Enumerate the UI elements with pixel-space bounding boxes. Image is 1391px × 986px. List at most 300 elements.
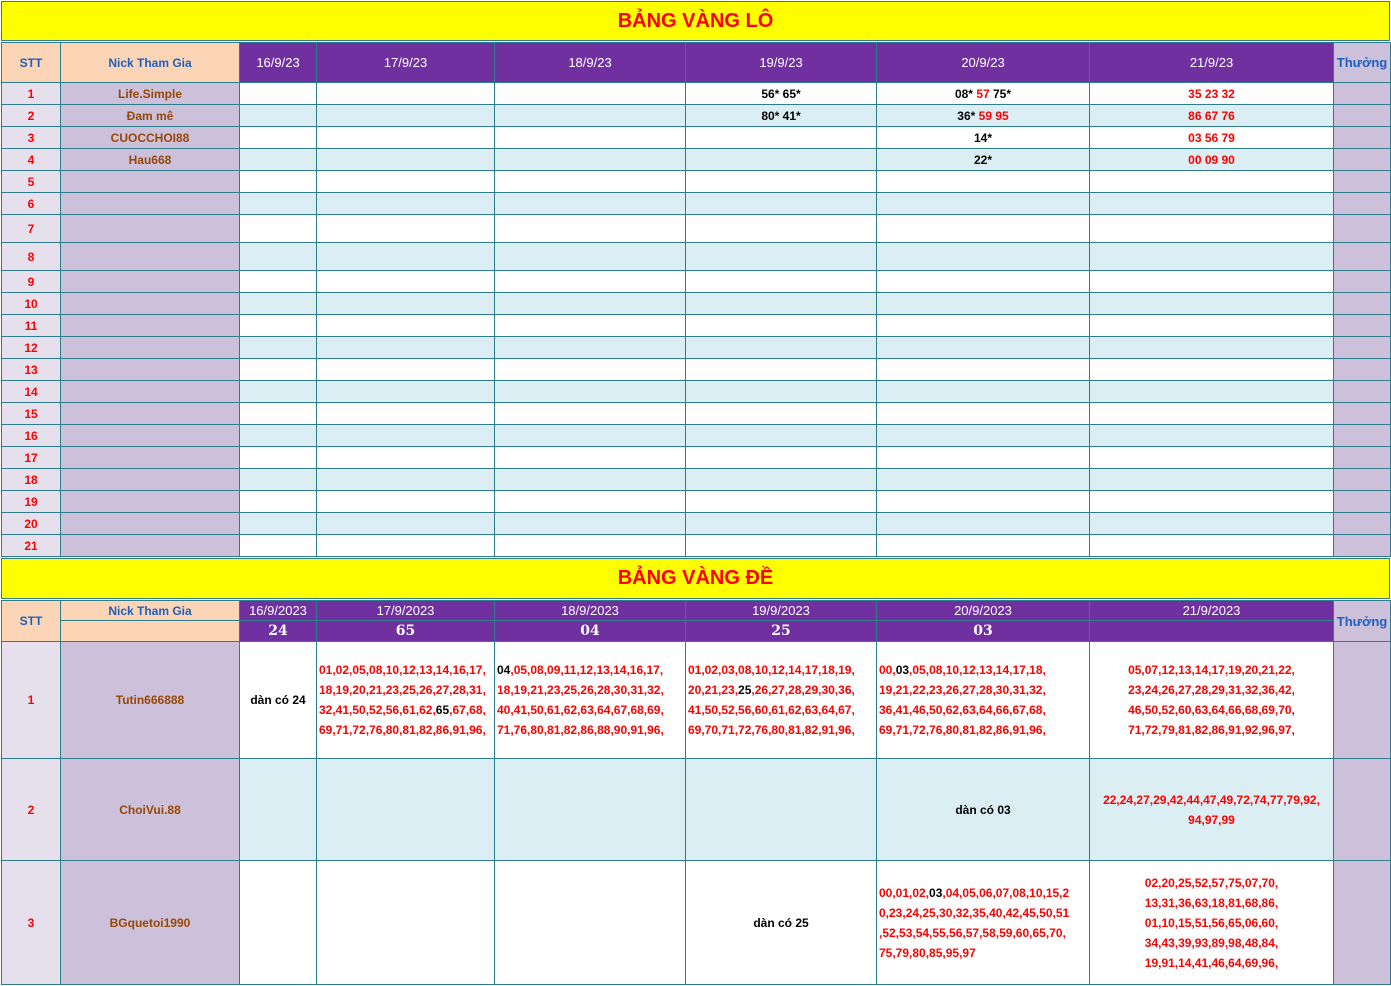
de-number-list <box>877 883 1089 963</box>
lo-date-cell[interactable] <box>877 127 1090 149</box>
lo-table-row <box>2 271 1391 293</box>
de-nick-cell[interactable]: ChoiVui.88 <box>61 759 240 861</box>
lo-thuong-cell[interactable] <box>1334 215 1391 243</box>
lo-date-cell[interactable] <box>1090 513 1334 535</box>
lo-date-cell[interactable] <box>317 149 495 171</box>
lo-thuong-cell[interactable] <box>1334 491 1391 513</box>
lo-date-cell[interactable] <box>1090 293 1334 315</box>
lo-thuong-cell[interactable] <box>1334 193 1391 215</box>
lo-date-cell[interactable] <box>1090 215 1334 243</box>
de-date-cell[interactable] <box>686 642 877 759</box>
de-date-cell[interactable] <box>240 759 317 861</box>
lo-nick-cell[interactable] <box>61 193 240 215</box>
lo-date-cell[interactable] <box>317 105 495 127</box>
lo-date-cell[interactable] <box>1090 193 1334 215</box>
de-label-text <box>686 913 876 933</box>
lo-thuong-cell[interactable] <box>1334 149 1391 171</box>
lo-date-cell[interactable] <box>877 381 1090 403</box>
lo-stt-cell[interactable]: 14 <box>2 381 61 403</box>
lo-date-cell[interactable] <box>317 193 495 215</box>
de-stt-cell[interactable]: 3 <box>2 861 61 985</box>
de-label-text <box>877 800 1089 820</box>
lo-date-cell[interactable] <box>240 215 317 243</box>
lo-number-group: 75* <box>993 86 1012 101</box>
de-date-cell[interactable] <box>317 759 495 861</box>
lo-thuong-cell[interactable] <box>1334 403 1391 425</box>
lo-date-cell[interactable] <box>877 535 1090 557</box>
de-number-list <box>1090 660 1333 740</box>
lo-date-cell[interactable] <box>686 127 877 149</box>
lo-date-cell[interactable] <box>240 149 317 171</box>
de-result-value: 04 <box>495 621 686 642</box>
lo-date-cell[interactable] <box>240 535 317 557</box>
lo-date-cell[interactable] <box>686 337 877 359</box>
de-date-cell[interactable] <box>686 759 877 861</box>
lo-date-cell[interactable] <box>240 315 317 337</box>
lo-date-cell[interactable] <box>1090 359 1334 381</box>
de-date-cell[interactable] <box>1090 759 1334 861</box>
lo-table-row <box>2 127 1391 149</box>
de-header-date: 17/9/2023 <box>317 601 495 621</box>
lo-date-cell[interactable] <box>877 359 1090 381</box>
lo-date-cell[interactable] <box>1090 127 1334 149</box>
lo-stt-cell[interactable]: 18 <box>2 469 61 491</box>
de-result-value: 24 <box>240 621 317 642</box>
lo-stt-cell[interactable]: 2 <box>2 105 61 127</box>
lo-table-row <box>2 403 1391 425</box>
lo-date-cell[interactable] <box>1090 491 1334 513</box>
lo-nick-cell[interactable] <box>61 513 240 535</box>
de-table-row <box>2 759 1391 861</box>
lo-date-cell[interactable] <box>317 243 495 271</box>
lo-date-cell[interactable] <box>495 513 686 535</box>
lo-stt-cell[interactable]: 13 <box>2 359 61 381</box>
lo-thuong-cell[interactable] <box>1334 127 1391 149</box>
lo-stt-cell[interactable]: 10 <box>2 293 61 315</box>
de-result-value: 25 <box>686 621 877 642</box>
lo-nick-cell[interactable] <box>61 315 240 337</box>
de-number-segment: ,05,08,09,11,12,13,14,16,17, 18,19,21,23,25,26,28,30,31,32, 40,41,50,61,62,63,64,67,68,69, 71,76,80,81,82,86,88,90,91,96, <box>497 663 664 737</box>
de-header-nick-blank <box>61 621 240 642</box>
lo-date-cell[interactable] <box>317 491 495 513</box>
lo-stt-cell[interactable]: 20 <box>2 513 61 535</box>
lo-table-row <box>2 149 1391 171</box>
de-date-cell[interactable] <box>495 642 686 759</box>
lo-date-cell[interactable] <box>877 193 1090 215</box>
lo-thuong-cell[interactable] <box>1334 293 1391 315</box>
lo-nick-cell[interactable] <box>61 171 240 193</box>
lo-date-cell[interactable] <box>686 381 877 403</box>
de-number-segment: ,26,27,28,29,30,36, 41,50,52,56,60,61,62,63,64,67, 69,70,71,72,76,80,81,82,91,96, <box>688 683 855 737</box>
lo-table-row <box>2 171 1391 193</box>
lo-date-cell[interactable] <box>686 171 877 193</box>
lo-date-cell[interactable] <box>877 513 1090 535</box>
lo-date-cell[interactable] <box>1090 149 1334 171</box>
lo-table-row <box>2 425 1391 447</box>
de-thuong-cell[interactable] <box>1334 759 1391 861</box>
lo-stt-cell[interactable]: 17 <box>2 447 61 469</box>
de-date-cell[interactable] <box>877 642 1090 759</box>
de-banner-title: BẢNG VÀNG ĐỀ <box>1 558 1390 599</box>
lo-date-cell[interactable] <box>317 315 495 337</box>
lo-date-cell[interactable] <box>495 293 686 315</box>
lo-date-cell[interactable] <box>877 315 1090 337</box>
lo-table-row <box>2 215 1391 243</box>
lo-date-cell[interactable] <box>495 171 686 193</box>
lo-date-cell[interactable] <box>240 271 317 293</box>
lo-date-cell[interactable] <box>317 535 495 557</box>
lo-date-cell[interactable] <box>495 447 686 469</box>
lo-stt-cell[interactable]: 6 <box>2 193 61 215</box>
lo-number-group: 08* <box>954 86 977 101</box>
lo-date-cell[interactable] <box>686 193 877 215</box>
de-number-segment: 25 <box>738 683 752 697</box>
lo-table-row <box>2 243 1391 271</box>
lo-date-cell[interactable] <box>686 535 877 557</box>
lo-date-cell[interactable] <box>877 215 1090 243</box>
lo-number-group: 86 67 76 <box>1188 108 1235 123</box>
lo-nick-cell[interactable] <box>61 359 240 381</box>
lo-date-cell[interactable] <box>1090 535 1334 557</box>
lo-stt-cell[interactable]: 7 <box>2 215 61 243</box>
lo-date-cell[interactable] <box>877 83 1090 105</box>
de-number-segment: 01,02,05,08,10,12,13,14,16,17, 18,19,20,21,23,25,26,27,28,31, 32,41,50,52,56,61,62, <box>319 663 486 717</box>
lo-thuong-cell[interactable] <box>1334 425 1391 447</box>
de-result-value: 03 <box>877 621 1090 642</box>
lo-date-cell[interactable] <box>686 403 877 425</box>
lo-date-cell[interactable] <box>686 271 877 293</box>
lo-date-cell[interactable] <box>240 105 317 127</box>
lo-date-cell[interactable] <box>877 491 1090 513</box>
de-header-date: 19/9/2023 <box>686 601 877 621</box>
de-nick-cell[interactable]: Tutin666888 <box>61 642 240 759</box>
lo-thuong-cell[interactable] <box>1334 381 1391 403</box>
lo-stt-cell[interactable]: 3 <box>2 127 61 149</box>
lo-table-row <box>2 381 1391 403</box>
lo-stt-cell[interactable]: 12 <box>2 337 61 359</box>
lo-date-cell[interactable] <box>317 469 495 491</box>
lo-nick-cell[interactable]: Life.Simple <box>61 83 240 105</box>
lo-date-cell[interactable] <box>495 425 686 447</box>
lo-number-group: 00 09 90 <box>1188 152 1235 167</box>
lo-date-cell[interactable] <box>240 337 317 359</box>
lo-date-cell[interactable] <box>686 315 877 337</box>
de-stt-cell[interactable]: 1 <box>2 642 61 759</box>
de-number-segment: 03 <box>895 663 910 677</box>
lo-date-cell[interactable] <box>877 293 1090 315</box>
lo-date-cell[interactable] <box>495 127 686 149</box>
lo-date-cell[interactable] <box>317 447 495 469</box>
lo-date-cell[interactable] <box>317 513 495 535</box>
lo-date-cell[interactable] <box>1090 425 1334 447</box>
lo-date-cell[interactable] <box>877 105 1090 127</box>
lo-date-cell[interactable] <box>495 469 686 491</box>
lo-stt-cell[interactable]: 11 <box>2 315 61 337</box>
lo-date-cell[interactable] <box>1090 105 1334 127</box>
lo-date-cell[interactable] <box>686 359 877 381</box>
lo-stt-cell[interactable]: 9 <box>2 271 61 293</box>
lo-date-cell[interactable] <box>686 83 877 105</box>
lo-header-date: 19/9/23 <box>686 43 877 83</box>
lo-nick-cell[interactable] <box>61 271 240 293</box>
lo-table-row <box>2 83 1391 105</box>
lo-date-cell[interactable] <box>686 425 877 447</box>
lo-date-cell[interactable] <box>877 171 1090 193</box>
lo-date-cell[interactable] <box>877 271 1090 293</box>
lo-date-cell[interactable] <box>317 293 495 315</box>
lo-date-cell[interactable] <box>240 491 317 513</box>
lo-nick-cell[interactable]: CUOCCHOI88 <box>61 127 240 149</box>
lo-thuong-cell[interactable] <box>1334 315 1391 337</box>
lo-date-cell[interactable] <box>877 425 1090 447</box>
lo-date-cell[interactable] <box>495 193 686 215</box>
lo-table-row <box>2 193 1391 215</box>
lo-date-cell[interactable] <box>1090 171 1334 193</box>
lo-stt-cell[interactable]: 16 <box>2 425 61 447</box>
lo-thuong-cell[interactable] <box>1334 359 1391 381</box>
de-number-segment: 22,24,27,29,42,44,47,49,72,74,77,79,92, 94,97,99 <box>1103 792 1320 827</box>
lo-date-cell[interactable] <box>686 447 877 469</box>
lo-date-cell[interactable] <box>317 83 495 105</box>
lo-date-cell[interactable] <box>1090 381 1334 403</box>
lo-date-cell[interactable] <box>1090 315 1334 337</box>
lo-date-cell[interactable] <box>686 469 877 491</box>
lo-nick-cell[interactable] <box>61 447 240 469</box>
lo-date-cell[interactable] <box>1090 83 1334 105</box>
lo-number-group: 14* <box>973 130 993 145</box>
de-stt-cell[interactable]: 2 <box>2 759 61 861</box>
lo-date-cell[interactable] <box>495 315 686 337</box>
lo-date-cell[interactable] <box>495 403 686 425</box>
lo-nick-cell[interactable] <box>61 293 240 315</box>
lo-nick-cell[interactable] <box>61 491 240 513</box>
lo-number-group: 03 56 79 <box>1188 130 1235 145</box>
lo-date-cell[interactable] <box>240 293 317 315</box>
lo-date-cell[interactable] <box>495 359 686 381</box>
lo-date-cell[interactable] <box>317 337 495 359</box>
de-thuong-cell[interactable] <box>1334 642 1391 759</box>
de-number-segment: 00,01,02, <box>879 885 930 900</box>
lo-thuong-cell[interactable] <box>1334 469 1391 491</box>
lo-header-thuong: Thưởng <box>1334 43 1391 83</box>
lo-table-row <box>2 337 1391 359</box>
de-number-segment: dàn có 03 <box>955 802 1011 817</box>
lo-date-cell[interactable] <box>877 149 1090 171</box>
lo-stt-cell[interactable]: 8 <box>2 243 61 271</box>
de-header-date: 18/9/2023 <box>495 601 686 621</box>
de-date-cell[interactable] <box>240 642 317 759</box>
de-number-segment: 04 <box>497 663 511 677</box>
de-number-segment: 02,20,25,52,57,75,07,70, 13,31,36,63,18,81,68,86, 01,10,15,51,56,65,06,60, 34,43,39,93,89,98,48,84, 19,91,14,41,46,64,69,96, <box>1144 875 1279 970</box>
de-date-cell[interactable] <box>317 642 495 759</box>
lo-header-row <box>2 43 1391 83</box>
lo-date-cell[interactable] <box>240 513 317 535</box>
lo-thuong-cell[interactable] <box>1334 105 1391 127</box>
lo-table-row <box>2 359 1391 381</box>
lo-date-cell[interactable] <box>317 359 495 381</box>
lo-date-cell[interactable] <box>317 271 495 293</box>
lo-date-cell[interactable] <box>495 337 686 359</box>
de-date-cell[interactable] <box>877 759 1090 861</box>
lo-stt-cell[interactable]: 1 <box>2 83 61 105</box>
lo-date-cell[interactable] <box>877 469 1090 491</box>
lo-date-cell[interactable] <box>317 127 495 149</box>
lo-date-cell[interactable] <box>686 293 877 315</box>
lo-date-cell[interactable] <box>240 403 317 425</box>
de-number-segment: dàn có 24 <box>250 693 306 707</box>
lo-date-cell[interactable] <box>240 447 317 469</box>
lo-date-cell[interactable] <box>240 243 317 271</box>
lo-date-cell[interactable] <box>877 243 1090 271</box>
lo-date-cell[interactable] <box>240 425 317 447</box>
de-number-segment: ,05,08,10,12,13,14,17,18, 19,21,22,23,26,27,28,30,31,32, 36,41,46,50,62,63,64,66,67,68, 69,71,72,76,80,81,82,86,91,96, <box>879 663 1046 737</box>
lo-banner-title: BẢNG VÀNG LÔ <box>1 1 1390 41</box>
de-number-segment: 01,02,03,08,10,12,14,17,18,19, 20,21,23, <box>688 663 855 697</box>
de-date-cell[interactable] <box>877 861 1090 985</box>
lo-date-cell[interactable] <box>495 491 686 513</box>
lo-date-cell[interactable] <box>686 513 877 535</box>
de-result-value: 65 <box>317 621 495 642</box>
lo-nick-cell[interactable] <box>61 469 240 491</box>
de-date-cell[interactable] <box>495 759 686 861</box>
lo-number-group: 80* 41* <box>761 108 801 123</box>
lo-date-cell[interactable] <box>495 215 686 243</box>
lo-table <box>1 42 1391 557</box>
lo-thuong-cell[interactable] <box>1334 271 1391 293</box>
lo-thuong-cell[interactable] <box>1334 535 1391 557</box>
de-header-date: 20/9/2023 <box>877 601 1090 621</box>
lo-header-stt: STT <box>2 43 61 83</box>
lo-date-cell[interactable] <box>240 171 317 193</box>
de-table <box>1 600 1391 985</box>
de-number-list <box>1090 873 1333 973</box>
de-number-list <box>1090 790 1333 830</box>
de-date-cell[interactable] <box>1090 642 1334 759</box>
lo-date-cell[interactable] <box>1090 403 1334 425</box>
lo-header-date: 18/9/23 <box>495 43 686 83</box>
lo-nick-cell[interactable] <box>61 381 240 403</box>
lo-date-cell[interactable] <box>877 403 1090 425</box>
lo-date-cell[interactable] <box>686 243 877 271</box>
de-number-segment: ,04,05,06,07,08,10,15,2 0,23,24,25,30,32,35,40,42,45,50,51 ,52,53,54,55,56,57,58,59,60,65,70, 75,79,80,85,95,97 <box>879 885 1070 960</box>
lo-thuong-cell[interactable] <box>1334 243 1391 271</box>
lo-stt-cell[interactable]: 21 <box>2 535 61 557</box>
lo-number-group: 56* 65* <box>761 86 801 101</box>
lo-date-cell[interactable] <box>495 105 686 127</box>
lo-date-cell[interactable] <box>686 149 877 171</box>
lo-date-cell[interactable] <box>240 359 317 381</box>
lo-date-cell[interactable] <box>495 149 686 171</box>
lo-table-row <box>2 469 1391 491</box>
lo-stt-cell[interactable]: 15 <box>2 403 61 425</box>
de-table-row <box>2 861 1391 985</box>
lo-thuong-cell[interactable] <box>1334 171 1391 193</box>
de-date-cell[interactable] <box>495 861 686 985</box>
de-header-row <box>2 601 1391 621</box>
lo-stt-cell[interactable]: 4 <box>2 149 61 171</box>
lo-date-cell[interactable] <box>495 381 686 403</box>
lo-date-cell[interactable] <box>1090 447 1334 469</box>
lo-date-cell[interactable] <box>495 535 686 557</box>
lo-date-cell[interactable] <box>317 403 495 425</box>
de-number-segment: ,67,68, 69,71,72,76,80,81,82,86,91,96, <box>319 703 486 737</box>
lo-date-cell[interactable] <box>240 381 317 403</box>
lo-date-cell[interactable] <box>877 447 1090 469</box>
lo-date-cell[interactable] <box>495 83 686 105</box>
lo-date-cell[interactable] <box>240 193 317 215</box>
lo-number-group: 57 <box>976 86 993 101</box>
lo-nick-cell[interactable] <box>61 403 240 425</box>
lo-date-cell[interactable] <box>495 243 686 271</box>
lo-date-cell[interactable] <box>317 381 495 403</box>
lo-nick-cell[interactable] <box>61 535 240 557</box>
lo-header-date: 16/9/23 <box>240 43 317 83</box>
lo-nick-cell[interactable]: Đam mê <box>61 105 240 127</box>
lo-table-row <box>2 447 1391 469</box>
lo-stt-cell[interactable]: 19 <box>2 491 61 513</box>
de-header-date: 21/9/2023 <box>1090 601 1334 621</box>
de-result-value <box>1090 621 1334 642</box>
lo-thuong-cell[interactable] <box>1334 83 1391 105</box>
lo-thuong-cell[interactable] <box>1334 337 1391 359</box>
lo-nick-cell[interactable] <box>61 243 240 271</box>
lo-date-cell[interactable] <box>495 271 686 293</box>
de-header-stt: STT <box>2 601 61 642</box>
lo-date-cell[interactable] <box>686 215 877 243</box>
lo-number-group: 22* <box>973 152 993 167</box>
lo-date-cell[interactable] <box>240 83 317 105</box>
de-label-text <box>240 690 316 710</box>
lo-stt-cell[interactable]: 5 <box>2 171 61 193</box>
lo-number-group: 35 23 32 <box>1188 86 1235 101</box>
lo-nick-cell[interactable] <box>61 425 240 447</box>
lo-date-cell[interactable] <box>317 215 495 243</box>
lo-thuong-cell[interactable] <box>1334 513 1391 535</box>
lo-date-cell[interactable] <box>877 337 1090 359</box>
de-nick-cell[interactable]: BGquetoi1990 <box>61 861 240 985</box>
lo-date-cell[interactable] <box>1090 337 1334 359</box>
lo-date-cell[interactable] <box>1090 271 1334 293</box>
lo-date-cell[interactable] <box>317 425 495 447</box>
de-thuong-cell[interactable] <box>1334 861 1391 985</box>
de-date-cell[interactable] <box>240 861 317 985</box>
de-number-segment: 00, <box>879 663 896 677</box>
de-number-list <box>317 660 494 740</box>
de-date-cell[interactable] <box>686 861 877 985</box>
lo-nick-cell[interactable] <box>61 215 240 243</box>
de-number-list <box>495 660 685 740</box>
lo-date-cell[interactable] <box>240 127 317 149</box>
lo-table-row <box>2 491 1391 513</box>
lo-date-cell[interactable] <box>1090 243 1334 271</box>
lo-table-row <box>2 513 1391 535</box>
lo-date-cell[interactable] <box>1090 469 1334 491</box>
lo-date-cell[interactable] <box>686 105 877 127</box>
lo-date-cell[interactable] <box>240 469 317 491</box>
lo-date-cell[interactable] <box>317 171 495 193</box>
lo-table-row <box>2 315 1391 337</box>
lo-number-group: 59 95 <box>978 108 1009 123</box>
de-date-cell[interactable] <box>317 861 495 985</box>
lo-thuong-cell[interactable] <box>1334 447 1391 469</box>
lo-date-cell[interactable] <box>686 491 877 513</box>
lo-nick-cell[interactable]: Hau668 <box>61 149 240 171</box>
de-table-row <box>2 642 1391 759</box>
lo-nick-cell[interactable] <box>61 337 240 359</box>
lo-number-group: 36* <box>957 108 979 123</box>
lo-header-nick: Nick Tham Gia <box>61 43 240 83</box>
de-date-cell[interactable] <box>1090 861 1334 985</box>
